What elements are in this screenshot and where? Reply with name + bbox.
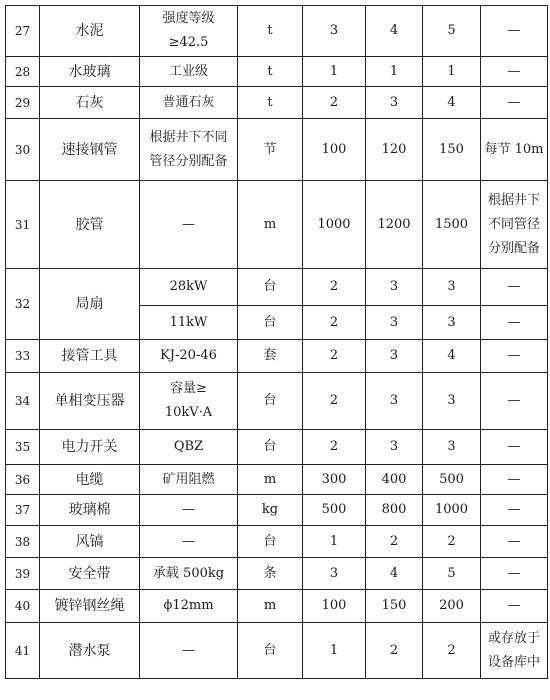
qty-1: 1000	[303, 181, 366, 269]
table-row	[6, 495, 548, 526]
spec-line: 管径分别配备	[149, 153, 228, 169]
item-unit: t	[238, 6, 303, 57]
item-remark	[481, 181, 548, 269]
table-row	[6, 526, 548, 558]
qty-3: 5	[423, 6, 481, 57]
item-name: 安全带	[40, 558, 140, 590]
qty-2: 2	[366, 526, 423, 558]
qty-3: 500	[423, 465, 481, 495]
qty-1: 2	[303, 87, 366, 119]
table-row	[6, 430, 548, 465]
qty-2: 4	[366, 6, 423, 57]
qty-3: 2	[423, 623, 481, 679]
item-spec: 工业级	[140, 57, 238, 87]
item-unit: kg	[238, 495, 303, 526]
item-remark: —	[481, 558, 548, 590]
remark-line: 根据井下	[487, 192, 540, 208]
item-spec: 28kW	[140, 269, 238, 306]
row-number: 41	[6, 623, 40, 679]
item-name: 接管工具	[40, 340, 140, 373]
qty-1: 2	[303, 373, 366, 430]
qty-1: 1	[303, 623, 366, 679]
remark-line: 或存放于	[487, 630, 540, 646]
item-unit: m	[238, 590, 303, 623]
equipment-table	[5, 5, 548, 679]
qty-3: 1000	[423, 495, 481, 526]
qty-1: 500	[303, 495, 366, 526]
qty-1: 300	[303, 465, 366, 495]
table-row	[6, 57, 548, 87]
qty-2: 3	[366, 373, 423, 430]
qty-2: 3	[366, 306, 423, 340]
qty-3: 2	[423, 526, 481, 558]
item-spec: 矿用阻燃	[140, 465, 238, 495]
row-number: 36	[6, 465, 40, 495]
item-name: 电缆	[40, 465, 140, 495]
qty-1: 2	[303, 340, 366, 373]
qty-2: 120	[366, 119, 423, 181]
item-unit: 台	[238, 269, 303, 306]
spec-line: 10kV·A	[164, 405, 213, 420]
item-unit: t	[238, 57, 303, 87]
item-spec	[140, 373, 238, 430]
item-name: 电力开关	[40, 430, 140, 465]
item-spec: 11kW	[140, 306, 238, 340]
row-number: 40	[6, 590, 40, 623]
item-name: 局扇	[40, 269, 140, 340]
qty-3: 3	[423, 430, 481, 465]
item-unit: 台	[238, 306, 303, 340]
qty-1: 3	[303, 558, 366, 590]
qty-2: 3	[366, 340, 423, 373]
item-remark: —	[481, 590, 548, 623]
qty-3: 5	[423, 558, 481, 590]
spec-line: ≥42.5	[168, 35, 209, 50]
qty-2: 1200	[366, 181, 423, 269]
row-number: 31	[6, 181, 40, 269]
item-remark: —	[481, 495, 548, 526]
qty-3: 200	[423, 590, 481, 623]
row-number: 35	[6, 430, 40, 465]
qty-3: 4	[423, 87, 481, 119]
qty-2: 4	[366, 558, 423, 590]
qty-1: 2	[303, 269, 366, 306]
qty-2: 800	[366, 495, 423, 526]
qty-2: 3	[366, 430, 423, 465]
table-row	[6, 87, 548, 119]
row-number: 28	[6, 57, 40, 87]
table-row	[6, 119, 548, 181]
row-number: 37	[6, 495, 40, 526]
item-name: 石灰	[40, 87, 140, 119]
item-unit: 节	[238, 119, 303, 181]
item-unit: 条	[238, 558, 303, 590]
qty-3: 1500	[423, 181, 481, 269]
item-spec: 承载 500kg	[140, 558, 238, 590]
qty-1: 2	[303, 306, 366, 340]
item-remark: —	[481, 6, 548, 57]
item-name: 镀锌钢丝绳	[40, 590, 140, 623]
qty-2: 150	[366, 590, 423, 623]
item-name: 水玻璃	[40, 57, 140, 87]
qty-1: 100	[303, 119, 366, 181]
item-name: 风镐	[40, 526, 140, 558]
remark-line: 不同管径	[487, 216, 540, 232]
qty-1: 1	[303, 57, 366, 87]
item-unit: m	[238, 181, 303, 269]
item-spec: —	[140, 526, 238, 558]
qty-3: 3	[423, 306, 481, 340]
qty-3: 1	[423, 57, 481, 87]
item-unit: 台	[238, 623, 303, 679]
qty-1: 1	[303, 526, 366, 558]
item-remark: —	[481, 526, 548, 558]
item-spec: QBZ	[140, 430, 238, 465]
qty-2: 3	[366, 87, 423, 119]
item-spec	[140, 119, 238, 181]
item-remark: —	[481, 57, 548, 87]
item-name: 水泥	[40, 6, 140, 57]
qty-1: 100	[303, 590, 366, 623]
item-name: 速接钢管	[40, 119, 140, 181]
item-spec: ϕ12mm	[140, 590, 238, 623]
table-row	[6, 340, 548, 373]
item-remark: —	[481, 373, 548, 430]
row-number: 39	[6, 558, 40, 590]
item-unit: 套	[238, 340, 303, 373]
table-row	[6, 269, 548, 306]
item-unit: 台	[238, 373, 303, 430]
item-remark: —	[481, 306, 548, 340]
qty-2: 1	[366, 57, 423, 87]
row-number: 32	[6, 269, 40, 340]
item-spec	[140, 6, 238, 57]
item-name: 单相变压器	[40, 373, 140, 430]
qty-1: 3	[303, 6, 366, 57]
row-number: 27	[6, 6, 40, 57]
item-spec: 普通石灰	[140, 87, 238, 119]
table-row	[6, 558, 548, 590]
item-unit: 台	[238, 526, 303, 558]
remark-line: 分别配备	[487, 240, 540, 256]
qty-2: 400	[366, 465, 423, 495]
item-name: 潜水泵	[40, 623, 140, 679]
item-remark: —	[481, 430, 548, 465]
spec-line: 容量≥	[170, 381, 207, 396]
item-name: 胶管	[40, 181, 140, 269]
row-number: 29	[6, 87, 40, 119]
table-row	[6, 373, 548, 430]
table-row	[6, 590, 548, 623]
item-remark: —	[481, 340, 548, 373]
item-spec: KJ-20-46	[140, 340, 238, 373]
table-row	[6, 465, 548, 495]
row-number: 30	[6, 119, 40, 181]
item-unit: t	[238, 87, 303, 119]
item-spec: —	[140, 181, 238, 269]
item-unit: m	[238, 465, 303, 495]
item-remark: —	[481, 87, 548, 119]
qty-2: 3	[366, 269, 423, 306]
remark-line: 设备库中	[487, 654, 540, 670]
table-row	[6, 623, 548, 679]
qty-2: 2	[366, 623, 423, 679]
qty-3: 150	[423, 119, 481, 181]
item-remark	[481, 623, 548, 679]
spec-line: 强度等级	[162, 11, 215, 26]
row-number: 33	[6, 340, 40, 373]
item-remark: —	[481, 465, 548, 495]
item-name: 玻璃棉	[40, 495, 140, 526]
qty-3: 3	[423, 269, 481, 306]
qty-1: 2	[303, 430, 366, 465]
item-unit: 台	[238, 430, 303, 465]
item-remark: 每节 10m	[481, 119, 548, 181]
row-number: 34	[6, 373, 40, 430]
spec-line: 根据井下不同	[149, 129, 228, 145]
item-spec: —	[140, 495, 238, 526]
table-row	[6, 181, 548, 269]
row-number: 38	[6, 526, 40, 558]
qty-3: 3	[423, 373, 481, 430]
item-remark: —	[481, 269, 548, 306]
item-spec: —	[140, 623, 238, 679]
table-row	[6, 6, 548, 57]
qty-3: 4	[423, 340, 481, 373]
